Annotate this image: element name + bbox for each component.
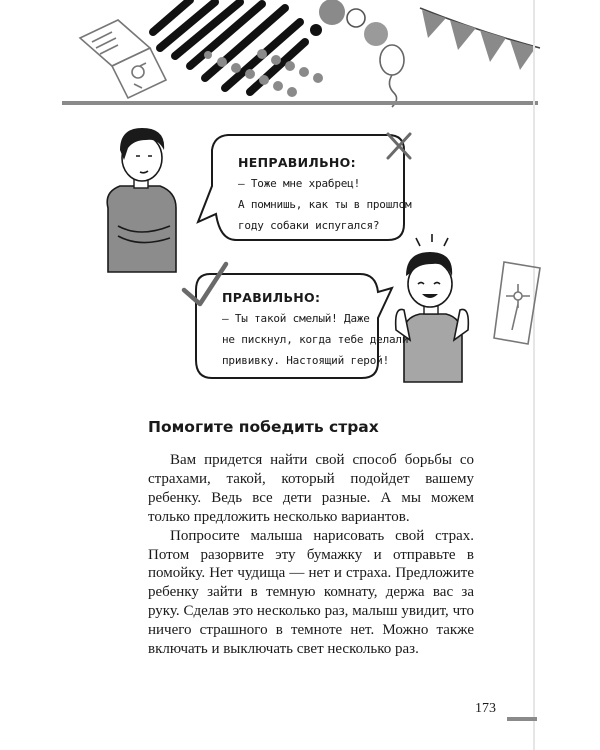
section-title: Помогите победить страх bbox=[148, 418, 379, 436]
stripes-decoration bbox=[153, 0, 305, 92]
right-label: ПРАВИЛЬНО: bbox=[222, 290, 321, 305]
page-number: 173 bbox=[475, 701, 496, 716]
balloon-icon bbox=[380, 45, 404, 107]
wrong-line-2: А помнишь, как ты в прошлом bbox=[238, 198, 412, 211]
header-decoration bbox=[0, 0, 600, 110]
bubble-wrong-text bbox=[238, 153, 411, 236]
paragraph-1: Вам придется найти свой способ борьбы со страхами, такой, который подойдет вашему ребенку. Ведь все дети разные. А мы можем только предложить несколько вариантов. bbox=[148, 452, 474, 525]
flower-drawing-icon bbox=[494, 262, 540, 344]
header-rule bbox=[62, 101, 538, 105]
bunting-decoration bbox=[420, 8, 540, 70]
paragraph-2: Попросите малыша нарисовать свой страх. Потом разорвите эту бумажку и отправьте в помойку. Нет чудища — нет и страха. Предложите ребенку зайти в темную комнату, держа вас за руку. Сделав это несколько раз, малыш увидит, что ничего страшного в темноте нет. Можно также включать и выключать свет несколько раз. bbox=[148, 527, 474, 658]
right-line-2: не пискнул, когда тебе делали bbox=[222, 333, 409, 346]
footer-rule bbox=[507, 717, 537, 721]
wrong-label: НЕПРАВИЛЬНО: bbox=[238, 155, 356, 170]
right-line-1: – Ты такой смелый! Даже bbox=[222, 312, 370, 325]
wrong-line-1: – Тоже мне храбрец! bbox=[238, 177, 361, 190]
parent-character-left bbox=[107, 128, 176, 272]
bubble-right-text bbox=[222, 288, 408, 371]
right-line-3: прививку. Настоящий герой! bbox=[222, 354, 389, 367]
wrong-line-3: году собаки испугался? bbox=[238, 219, 380, 232]
circles-decoration bbox=[310, 0, 388, 46]
body-text bbox=[148, 451, 474, 659]
